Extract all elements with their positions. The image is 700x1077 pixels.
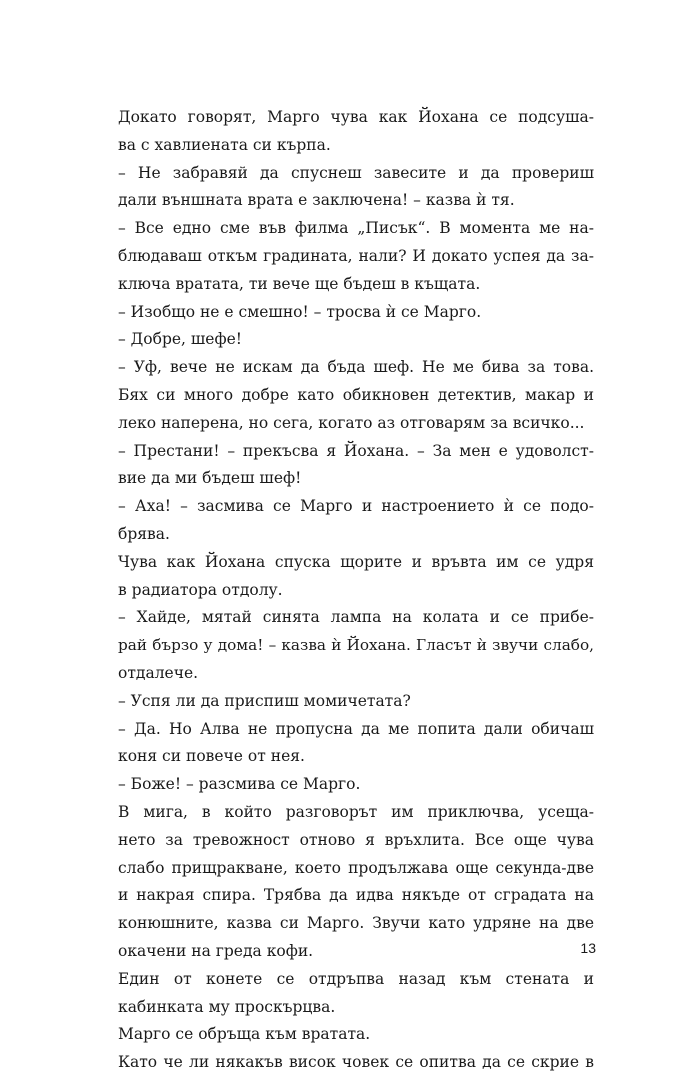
text-line: – Уф, вече не искам да бъда шеф. Не ме бива за това. [118,358,594,377]
text-line: – Аха! – засмива се Марго и настроението ѝ се подо- [118,497,594,516]
text-line: – Все едно сме във филма „Писък“. В момента ме на- [118,219,594,238]
text-line: Като че ли някакъв висок човек се опитва да се скрие в [118,1053,594,1072]
text-line: – Успя ли да приспиш момичетата? [118,691,411,710]
text-line: вие да ми бъдеш шеф! [118,469,302,488]
text-line: – Изобщо не е смешно! – тросва ѝ се Марго. [118,302,482,321]
text-line: брява. [118,524,170,543]
text-line: рай бързо у дома! – казва ѝ Йохана. Гласът ѝ звучи слабо, [118,636,594,655]
text-line: окачени на греда кофи. [118,941,314,960]
text-line: ключа вратата, ти вече ще бъдеш в къщата. [118,274,481,293]
text-line: Марго се обръща към вратата. [118,1025,371,1044]
text-line: блюдаваш откъм градината, нали? И докато успея да за- [118,246,594,265]
text-line: – Хайде, мятай синята лампа на колата и се прибе- [118,608,594,627]
text-line: слабо прищракване, което продължава още секунда-две [118,858,594,877]
text-line: Бях си много добре като обикновен детектив, макар и [118,385,594,404]
text-line: – Да. Но Алва не пропусна да ме попита дали обичаш [118,719,594,738]
text-line: ва с хавлиената си кърпа. [118,135,331,154]
text-line: конюшните, казва си Марго. Звучи като удряне на две [118,914,594,933]
text-line: дали външната врата е заключена! – казва ѝ тя. [118,191,515,210]
body-text [118,104,594,1077]
text-line: коня си повече от нея. [118,747,305,766]
text-line: – Боже! – разсмива се Марго. [118,775,361,794]
text-line: и накрая спира. Трябва да идва някъде от сградата на [118,886,594,905]
text-line: – Престани! – прекъсва я Йохана. – За мен е удоволст- [118,441,594,460]
text-line: – Добре, шефе! [118,330,243,349]
text-line: – Не забравяй да спуснеш завесите и да провериш [118,163,594,182]
text-line: кабинката му проскърцва. [118,997,336,1016]
text-line: в радиатора отдолу. [118,580,283,599]
text-line: нето за тревожност отново я връхлита. Все още чува [118,830,594,849]
page-number: 13 [580,940,596,956]
text-line: леко наперена, но сега, когато аз отговарям за всичко... [118,413,585,432]
text-line: отдалече. [118,663,199,682]
text-line: В мига, в който разговорът им приключва, усеща- [118,802,594,821]
text-line: Чува как Йохана спуска щорите и връвта им се удря [118,552,594,571]
text-line: Докато говорят, Марго чува как Йохана се подсуша- [118,108,594,126]
text-line: Един от конете се отдръпва назад към стената и [118,969,594,988]
